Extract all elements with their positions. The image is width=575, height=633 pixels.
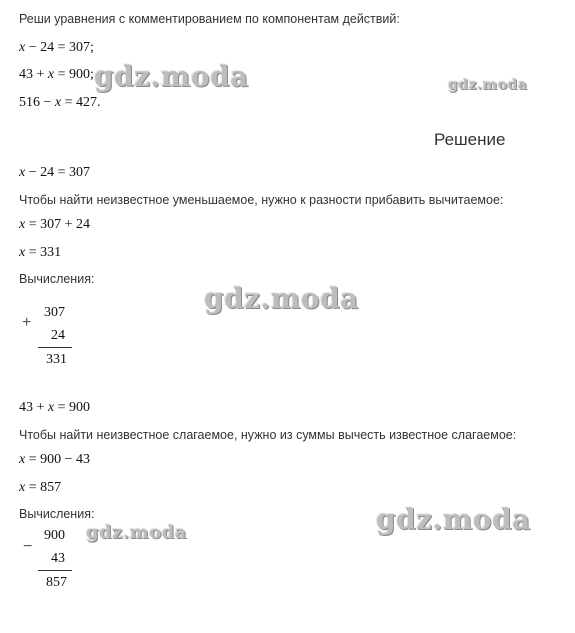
task-equation-3: 516 − x = 427. (19, 95, 101, 110)
part1-step2: x = 331 (19, 245, 62, 260)
part2-calc-bottom: 43 (51, 551, 65, 566)
watermark-top-right: gdz.moda (448, 77, 528, 93)
part1-calc-underline (38, 347, 72, 348)
part1-calc-result: 331 (46, 352, 67, 367)
part2-step1: x = 900 − 43 (19, 452, 91, 467)
part2-calc-result: 857 (46, 575, 67, 590)
part1-calc-label: Вычисления: (19, 272, 95, 286)
task-equation-2: 43 + x = 900; (19, 67, 94, 82)
minus-sign: − (23, 538, 33, 555)
part1-calc-bottom: 24 (51, 328, 65, 343)
watermark-bottom-left: gdz.moda (86, 522, 187, 543)
part1-step1: x = 307 + 24 (19, 217, 91, 232)
part2-calc-top: 900 (44, 528, 65, 543)
task-instruction: Реши уравнения с комментированием по компонентам действий: (19, 12, 400, 26)
part2-comment: Чтобы найти неизвестное слагаемое, нужно из суммы вычесть известное слагаемое: (19, 428, 517, 442)
plus-sign: + (22, 314, 32, 331)
part2-calc-underline (38, 570, 72, 571)
solution-heading: Решение (434, 130, 506, 149)
part1-calc-top: 307 (44, 305, 65, 320)
watermark-bottom-right: gdz.moda (376, 503, 531, 536)
watermark-top-left: gdz.moda (94, 60, 249, 93)
part2-equation: 43 + x = 900 (19, 400, 91, 415)
watermark-center: gdz.moda (204, 282, 359, 315)
part1-comment: Чтобы найти неизвестное уменьшаемое, нужно к разности прибавить вычитаемое: (19, 193, 504, 207)
part2-calc-label: Вычисления: (19, 507, 95, 521)
part2-step2: x = 857 (19, 480, 62, 495)
task-equation-1: x − 24 = 307; (19, 40, 94, 55)
part1-equation: x − 24 = 307 (19, 165, 91, 180)
